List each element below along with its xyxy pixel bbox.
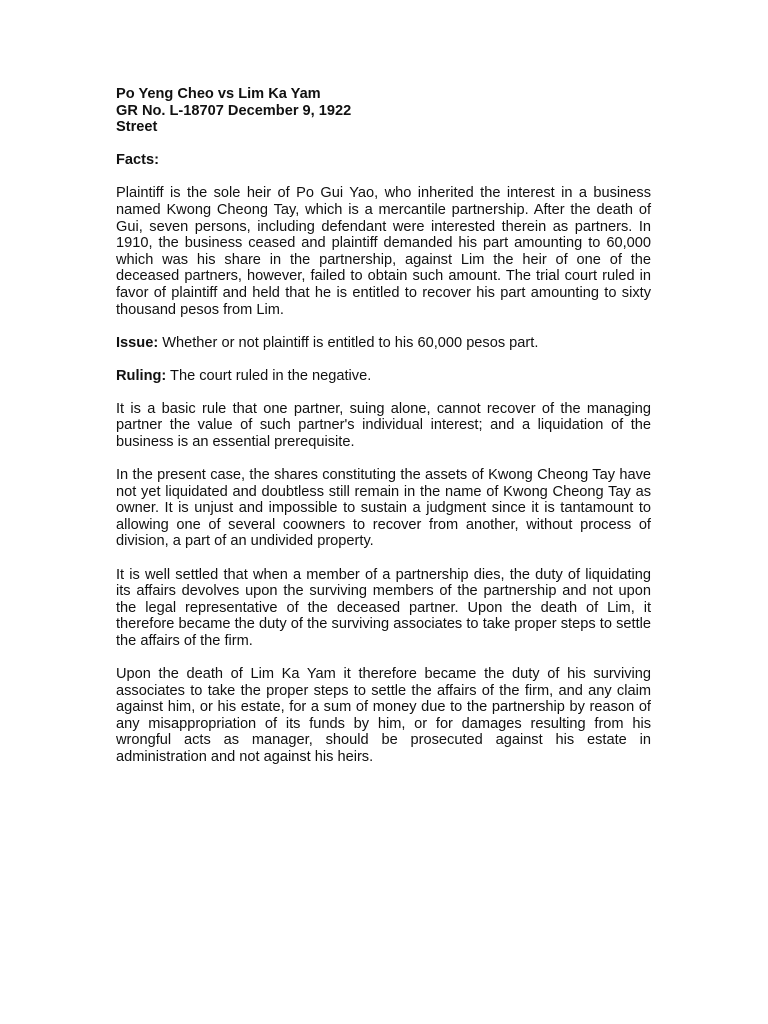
document-page: [116, 86, 651, 766]
case-ponente: Street: [116, 119, 158, 136]
case-title: Po Yeng Cheo vs Lim Ka Yam: [116, 86, 321, 102]
issue-paragraph: [116, 335, 651, 352]
discussion-paragraph-2: In the present case, the shares constituting the assets of Kwong Cheong Tay have not yet liquidated and doubtless still remain in the name of Kwong Cheong Tay as owner. It is unjust and impossible to sustain a judgment since it is tantamount to allowing one of several coowners to recover from another, without process of division, a part of an undivided property.: [116, 467, 651, 550]
facts-heading: Facts:: [116, 152, 159, 169]
issue-label: Issue:: [116, 334, 159, 351]
facts-paragraph: Plaintiff is the sole heir of Po Gui Yao, who inherited the interest in a business named Kwong Cheong Tay, which is a mercantile partnership. After the death of Gui, seven persons, including defendant were interested therein as partners. In 1910, the business ceased and plaintiff demanded his part amounting to 60,000 which was his share in the partnership, against Lim the heir of one of the deceased partners, however, failed to obtain such amount. The trial court ruled in favor of plaintiff and held that he is entitled to recover his part amounting to sixty thousand pesos from Lim.: [116, 185, 651, 318]
ruling-label: Ruling:: [116, 367, 167, 384]
discussion-paragraph-4: Upon the death of Lim Ka Yam it therefore became the duty of his surviving associates to take the proper steps to settle the affairs of the firm, and any claim against him, or his estate, for a sum of money due to the partnership by reason of any misappropriation of its funds by him, or for damages resulting from his wrongful acts as manager, should be prosecuted against his estate in administration and not against his heirs.: [116, 666, 651, 765]
issue-text: Whether or not plaintiff is entitled to his 60,000 pesos part.: [158, 334, 539, 351]
ruling-paragraph: [116, 368, 651, 385]
discussion-paragraph-1: It is a basic rule that one partner, suing alone, cannot recover of the managing partner the value of such partner's individual interest; and a liquidation of the business is an essential prerequisite.: [116, 400, 651, 450]
discussion-paragraph-3: It is well settled that when a member of a partnership dies, the duty of liquidating its affairs devolves upon the surviving members of the partnership and not upon the legal representative of the deceased partner. Upon the death of Lim, it therefore became the duty of the surviving associates to take proper steps to settle the affairs of the firm.: [116, 566, 651, 649]
case-gr-number: GR No. L-18707 December 9, 1922: [116, 102, 352, 119]
ruling-text: The court ruled in the negative.: [166, 367, 372, 384]
